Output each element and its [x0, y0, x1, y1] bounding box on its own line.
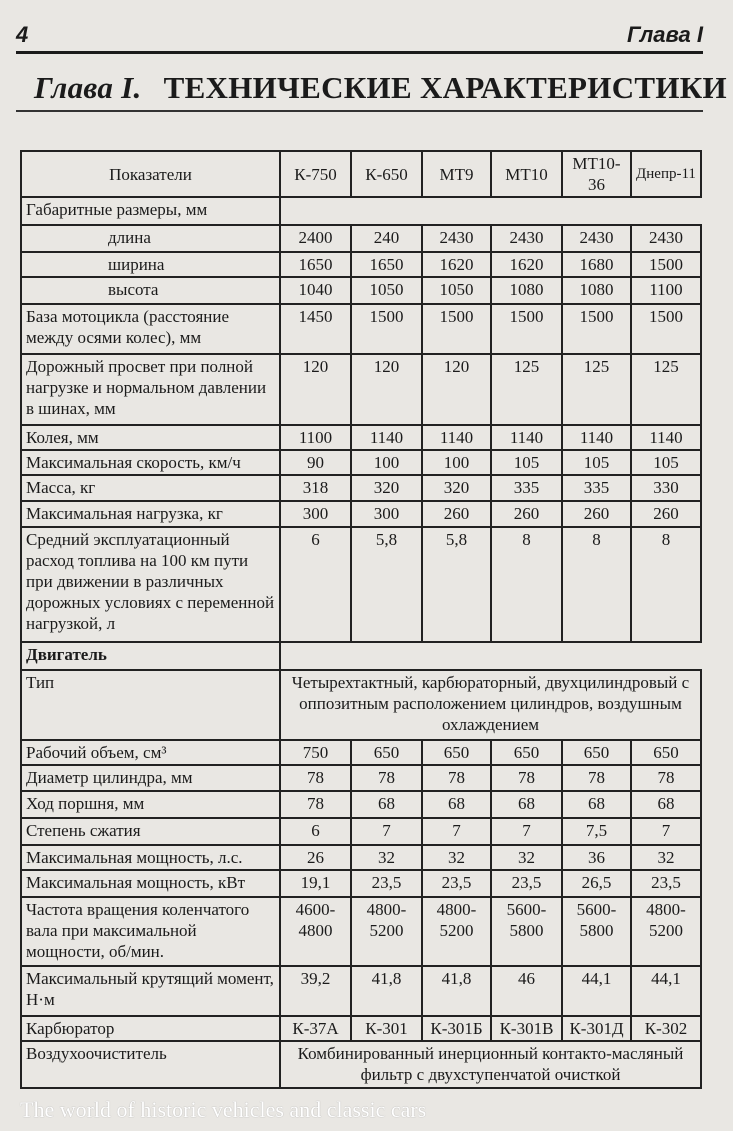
value-cell: 1100	[280, 425, 351, 450]
value-cell: 1050	[351, 277, 422, 304]
value-cell: 300	[351, 501, 422, 527]
value-cell: 23,5	[491, 870, 562, 897]
value-cell: 5,8	[351, 527, 422, 642]
value-cell: 39,2	[280, 966, 351, 1016]
value-cell: 2400	[280, 225, 351, 252]
value-cell: 78	[631, 765, 701, 791]
value-cell: 26	[280, 845, 351, 870]
value-cell: 68	[422, 791, 491, 818]
row-label: ширина	[21, 252, 280, 277]
value-cell: 41,8	[351, 966, 422, 1016]
page-number: 4	[16, 22, 29, 47]
table-row	[21, 197, 701, 225]
row-label: Двигатель	[21, 642, 280, 670]
page-title	[34, 70, 727, 106]
table-row	[21, 277, 701, 304]
value-cell: 1100	[631, 277, 701, 304]
value-cell: 4800-5200	[631, 897, 701, 966]
value-cell: 6	[280, 818, 351, 845]
row-label: Максимальная мощность, кВт	[21, 870, 280, 897]
value-cell: 120	[280, 354, 351, 425]
empty-cell	[280, 642, 701, 670]
row-label: Частота вращения коленчатого вала при максимальной мощности, об/мин.	[21, 897, 280, 966]
value-cell: 68	[491, 791, 562, 818]
value-cell: 68	[351, 791, 422, 818]
value-cell: 68	[562, 791, 631, 818]
value-cell: 125	[562, 354, 631, 425]
row-label: Рабочий объем, см³	[21, 740, 280, 765]
value-cell: К-301В	[491, 1016, 562, 1041]
value-cell: 26,5	[562, 870, 631, 897]
row-label: Максимальный крутящий момент, Н·м	[21, 966, 280, 1016]
value-cell: 8	[562, 527, 631, 642]
table-wrapper	[20, 150, 700, 1123]
value-cell: К-37А	[280, 1016, 351, 1041]
table-row	[21, 527, 701, 642]
value-cell: 330	[631, 475, 701, 501]
value-cell: 320	[351, 475, 422, 501]
row-label: Колея, мм	[21, 425, 280, 450]
row-label: Карбюратор	[21, 1016, 280, 1041]
table-row	[21, 966, 701, 1016]
value-cell: 1140	[562, 425, 631, 450]
value-cell: 650	[491, 740, 562, 765]
value-cell: 78	[422, 765, 491, 791]
value-cell: 1500	[631, 252, 701, 277]
value-cell: 46	[491, 966, 562, 1016]
value-cell: 300	[280, 501, 351, 527]
value-cell: 120	[351, 354, 422, 425]
table-row	[21, 897, 701, 966]
table-row	[21, 450, 701, 475]
value-cell: 2430	[631, 225, 701, 252]
value-cell: 78	[351, 765, 422, 791]
row-label: Средний эксплуатационный расход топлива на 100 км пути при движении в различных дорожных условиях с переменной нагрузкой, л	[21, 527, 280, 642]
value-cell: 8	[491, 527, 562, 642]
value-cell: 6	[280, 527, 351, 642]
row-label: Масса, кг	[21, 475, 280, 501]
value-cell: 1500	[351, 304, 422, 354]
value-cell: 5600-5800	[562, 897, 631, 966]
value-cell: К-302	[631, 1016, 701, 1041]
value-cell: 1080	[562, 277, 631, 304]
value-cell: 260	[491, 501, 562, 527]
header-model: Днепр-11	[631, 151, 701, 197]
value-cell: 78	[280, 791, 351, 818]
table-row	[21, 765, 701, 791]
table-row	[21, 740, 701, 765]
title-rule	[16, 110, 703, 112]
row-label: Тип	[21, 670, 280, 740]
value-cell: 2430	[562, 225, 631, 252]
value-cell: К-301	[351, 1016, 422, 1041]
value-cell: 320	[422, 475, 491, 501]
header-indicators: Показатели	[21, 151, 280, 197]
value-cell: 650	[562, 740, 631, 765]
table-row	[21, 252, 701, 277]
value-cell: К-301Д	[562, 1016, 631, 1041]
header-rule	[16, 51, 703, 54]
header-model: МТ9	[422, 151, 491, 197]
value-cell: 100	[422, 450, 491, 475]
value-cell: 650	[351, 740, 422, 765]
value-cell: 23,5	[422, 870, 491, 897]
value-cell: 1050	[422, 277, 491, 304]
table-row	[21, 225, 701, 252]
running-head	[16, 22, 703, 50]
value-cell: 7	[491, 818, 562, 845]
row-label: Максимальная мощность, л.с.	[21, 845, 280, 870]
value-cell: 32	[351, 845, 422, 870]
value-cell: 1620	[422, 252, 491, 277]
value-cell: 100	[351, 450, 422, 475]
value-cell: 105	[562, 450, 631, 475]
table-row	[21, 1016, 701, 1041]
value-cell: 260	[631, 501, 701, 527]
value-cell: 23,5	[631, 870, 701, 897]
value-cell: 32	[631, 845, 701, 870]
value-cell: 1140	[351, 425, 422, 450]
value-cell: 125	[631, 354, 701, 425]
value-cell: 260	[562, 501, 631, 527]
table-row	[21, 642, 701, 670]
value-cell: 32	[491, 845, 562, 870]
header-model: К-650	[351, 151, 422, 197]
value-cell: 5,8	[422, 527, 491, 642]
value-cell: 1620	[491, 252, 562, 277]
value-cell: 1080	[491, 277, 562, 304]
watermark: The world of historic vehicles and classic cars	[20, 1097, 427, 1122]
value-cell: 32	[422, 845, 491, 870]
value-cell: 1680	[562, 252, 631, 277]
value-cell: 7	[351, 818, 422, 845]
merged-value: Комбинированный инерционный контакто-масляный фильтр с двухступенчатой очисткой	[280, 1041, 701, 1088]
row-label: Степень сжатия	[21, 818, 280, 845]
value-cell: 44,1	[631, 966, 701, 1016]
table-header-row	[21, 151, 701, 197]
value-cell: 5600-5800	[491, 897, 562, 966]
value-cell: 105	[631, 450, 701, 475]
value-cell: 23,5	[351, 870, 422, 897]
value-cell: 8	[631, 527, 701, 642]
row-label: Ход поршня, мм	[21, 791, 280, 818]
value-cell: 1140	[631, 425, 701, 450]
value-cell: 41,8	[422, 966, 491, 1016]
row-label: Диаметр цилиндра, мм	[21, 765, 280, 791]
value-cell: 4600-4800	[280, 897, 351, 966]
value-cell: 335	[491, 475, 562, 501]
row-label: Воздухоочиститель	[21, 1041, 280, 1088]
value-cell: 1450	[280, 304, 351, 354]
value-cell: 1500	[422, 304, 491, 354]
value-cell: 650	[631, 740, 701, 765]
value-cell: 7	[631, 818, 701, 845]
row-label: Габаритные размеры, мм	[21, 197, 280, 225]
row-label: База мотоцикла (расстояние между осями колес), мм	[21, 304, 280, 354]
row-label: высота	[21, 277, 280, 304]
running-chapter: Глава I	[626, 22, 703, 47]
row-label: Максимальная скорость, км/ч	[21, 450, 280, 475]
value-cell: 1500	[491, 304, 562, 354]
value-cell: 1040	[280, 277, 351, 304]
table-row	[21, 425, 701, 450]
header-model: МТ10	[491, 151, 562, 197]
value-cell: 44,1	[562, 966, 631, 1016]
table-row	[21, 870, 701, 897]
value-cell: 7,5	[562, 818, 631, 845]
value-cell: 1500	[562, 304, 631, 354]
value-cell: К-301Б	[422, 1016, 491, 1041]
table-row	[21, 501, 701, 527]
value-cell: 7	[422, 818, 491, 845]
row-label: Дорожный просвет при полной нагрузке и нормальном давлении в шинах, мм	[21, 354, 280, 425]
specs-table	[20, 150, 702, 1089]
table-row	[21, 670, 701, 740]
value-cell: 68	[631, 791, 701, 818]
value-cell: 750	[280, 740, 351, 765]
value-cell: 78	[491, 765, 562, 791]
value-cell: 90	[280, 450, 351, 475]
value-cell: 105	[491, 450, 562, 475]
value-cell: 2430	[491, 225, 562, 252]
header-model: МТ10-36	[562, 151, 631, 197]
value-cell: 1650	[280, 252, 351, 277]
value-cell: 36	[562, 845, 631, 870]
value-cell: 2430	[422, 225, 491, 252]
value-cell: 4800-5200	[351, 897, 422, 966]
merged-value: Четырехтактный, карбюраторный, двухцилиндровый с оппозитным расположением цилиндров, воздушным охлаждением	[280, 670, 701, 740]
value-cell: 125	[491, 354, 562, 425]
value-cell: 335	[562, 475, 631, 501]
value-cell: 1140	[491, 425, 562, 450]
value-cell: 19,1	[280, 870, 351, 897]
table-row	[21, 1041, 701, 1088]
empty-cell	[280, 197, 701, 225]
value-cell: 240	[351, 225, 422, 252]
value-cell: 4800-5200	[422, 897, 491, 966]
title-text: ТЕХНИЧЕСКИЕ ХАРАКТЕРИСТИКИ	[163, 70, 727, 105]
table-row	[21, 818, 701, 845]
value-cell: 1140	[422, 425, 491, 450]
table-row	[21, 475, 701, 501]
table-row	[21, 791, 701, 818]
value-cell: 260	[422, 501, 491, 527]
header-model: К-750	[280, 151, 351, 197]
table-row	[21, 845, 701, 870]
value-cell: 78	[280, 765, 351, 791]
value-cell: 1500	[631, 304, 701, 354]
table-row	[21, 354, 701, 425]
row-label: Максимальная нагрузка, кг	[21, 501, 280, 527]
table-row	[21, 304, 701, 354]
value-cell: 78	[562, 765, 631, 791]
value-cell: 1650	[351, 252, 422, 277]
title-chapter: Глава I.	[34, 70, 142, 105]
row-label: длина	[21, 225, 280, 252]
value-cell: 120	[422, 354, 491, 425]
value-cell: 318	[280, 475, 351, 501]
value-cell: 650	[422, 740, 491, 765]
